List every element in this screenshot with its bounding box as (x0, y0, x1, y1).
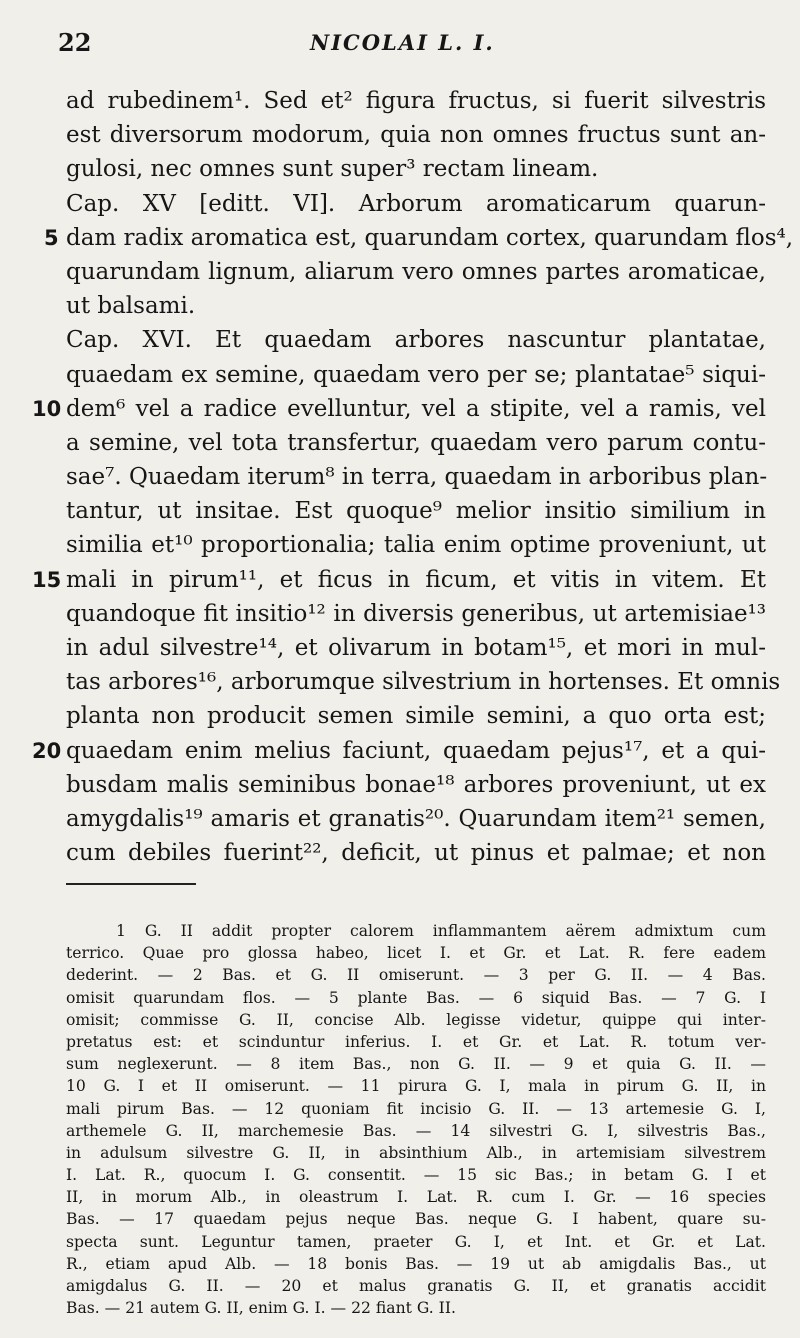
footnote-line: I. Lat. R., quocum I. G. consentit. — 15 sic Bas.; in betam G. I et (66, 1166, 766, 1185)
running-title: NICOLAI L. I. (310, 30, 495, 55)
footnote-line: sum neglexerunt. — 8 item Bas., non G. II. — 9 et quia G. II. — (66, 1055, 766, 1074)
page-header (0, 28, 800, 68)
text-line (66, 665, 781, 699)
line-text: a semine, vel tota transfertur, quaedam vero parum contu- (66, 429, 766, 456)
line-number: 10 (32, 396, 62, 421)
line-text: sae⁷. Quaedam iterum⁸ in terra, quaedam in arboribus plan- (66, 464, 768, 491)
line-text: cum debiles fuerint²², deficit, ut pinus et palmae; et non (66, 840, 766, 867)
text-line (32, 734, 766, 768)
text-line (66, 597, 766, 631)
text-line (66, 323, 766, 357)
footnote-line: pretatus est: et scinduntur inferius. I. et Gr. et Lat. R. totum ver- (66, 1032, 766, 1051)
footnote-line: specta sunt. Leguntur tamen, praeter G. I, et Int. et Gr. et Lat. (66, 1232, 766, 1251)
footnotes (66, 920, 766, 1319)
text-line (66, 802, 766, 836)
line-number: 5 (44, 225, 59, 250)
text-line (66, 255, 766, 289)
text-line (66, 426, 766, 460)
footnote-line: Bas. — 17 quaedam pejus neque Bas. neque G. I habent, quare su- (66, 1210, 766, 1229)
footnote-rule (66, 883, 196, 885)
line-text: ut balsami. (66, 293, 196, 320)
text-line (66, 152, 766, 186)
text-line (66, 699, 766, 733)
line-text: quaedam ex semine, quaedam vero per se; plantatae⁵ siqui- (66, 361, 766, 388)
text-line (66, 460, 766, 494)
text-line (32, 392, 766, 426)
text-line (66, 768, 766, 802)
text-line (66, 187, 766, 221)
line-text: quaedam enim melius faciunt, quaedam pejus¹⁷, et a qui- (66, 737, 766, 764)
line-text: gulosi, nec omnes sunt super³ rectam lineam. (66, 156, 599, 183)
footnote-line: dederint. — 2 Bas. et G. II omiserunt. — 3 per G. II. — 4 Bas. (66, 966, 766, 985)
line-text: in adul silvestre¹⁴, et olivarum in botam¹⁵, et mori in mul- (66, 635, 766, 661)
line-text: tantur, ut insitae. Est quoque⁹ melior insitio similium in (66, 498, 766, 525)
text-line (66, 84, 766, 118)
footnote-line: 1 G. II addit propter calorem inflammantem aërem admixtum cum (116, 922, 766, 940)
footnote-line: Bas. — 21 autem G. II, enim G. I. — 22 fiant G. II. (66, 1299, 456, 1318)
line-text: tas arbores¹⁶, arborumque silvestrium in hortenses. Et omnis (66, 669, 781, 696)
text-line (66, 528, 766, 562)
line-text: amygdalis¹⁹ amaris et granatis²⁰. Quarundam item²¹ semen, (66, 805, 766, 832)
footnote-line: 10 G. I et II omiserunt. — 11 pirura G. I, mala in pirum G. II, in (66, 1077, 766, 1096)
text-line (66, 289, 766, 323)
line-text: ad rubedinem¹. Sed et² figura fructus, si fuerit silvestris (66, 88, 766, 114)
line-text: dem⁶ vel a radice evelluntur, vel a stipite, vel a ramis, vel (66, 395, 766, 422)
line-text: mali in pirum¹¹, et ficus in ficum, et vitis in vitem. Et (66, 566, 766, 593)
line-text: similia et¹⁰ proportionalia; talia enim optime proveniunt, ut (66, 532, 766, 559)
page-number: 22 (58, 28, 92, 57)
text-line (66, 494, 766, 528)
footnote-line: arthemele G. II, marchemesie Bas. — 14 silvestri G. I, silvestris Bas., (66, 1121, 766, 1140)
main-text (32, 84, 794, 870)
footnote-line: mali pirum Bas. — 12 quoniam fit incisio G. II. — 13 artemesie G. I, (66, 1099, 766, 1118)
line-number: 15 (32, 567, 62, 592)
line-text: quandoque fit insitio¹² in diversis generibus, ut artemisiae¹³ (66, 600, 766, 627)
text-line (44, 221, 794, 255)
footnote-line: II, in morum Alb., in oleastrum I. Lat. R. cum I. Gr. — 16 species (66, 1188, 766, 1207)
line-text: quarundam lignum, aliarum vero omnes partes aromaticae, (66, 258, 766, 285)
text-line (66, 836, 766, 870)
footnote-line: in adulsum silvestre G. II, in absinthium Alb., in artemisiam silvestrem (66, 1143, 766, 1162)
line-number: 20 (32, 738, 62, 763)
footnote-line: omisit; commisse G. II, concise Alb. legisse videtur, quippe qui inter- (66, 1010, 766, 1029)
text-line (66, 118, 766, 152)
line-text: Cap. XVI. Et quaedam arbores nascuntur plantatae, (66, 327, 766, 354)
line-text: planta non producit semen simile semini, a quo orta est; (66, 703, 766, 730)
footnote-line: terrico. Quae pro glossa habeo, licet I. et Gr. et Lat. R. fere eadem (66, 944, 766, 963)
text-line (66, 631, 766, 665)
text-line (66, 358, 766, 392)
footnote-line: omisit quarundam flos. — 5 plante Bas. — 6 siquid Bas. — 7 G. I (66, 988, 766, 1007)
line-text: dam radix aromatica est, quarundam cortex, quarundam flos⁴, (66, 224, 794, 251)
line-text: Cap. XV [editt. VI]. Arborum aromaticarum quarun- (66, 190, 766, 217)
footnote-line: R., etiam apud Alb. — 18 bonis Bas. — 19 ut ab amigdalis Bas., ut (66, 1254, 766, 1273)
text-line (32, 563, 766, 597)
footnote-line: amigdalus G. II. — 20 et malus granatis G. II, et granatis accidit (66, 1277, 766, 1295)
line-text: busdam malis seminibus bonae¹⁸ arbores proveniunt, ut ex (66, 771, 766, 798)
line-text: est diversorum modorum, quia non omnes fructus sunt an- (66, 122, 766, 149)
